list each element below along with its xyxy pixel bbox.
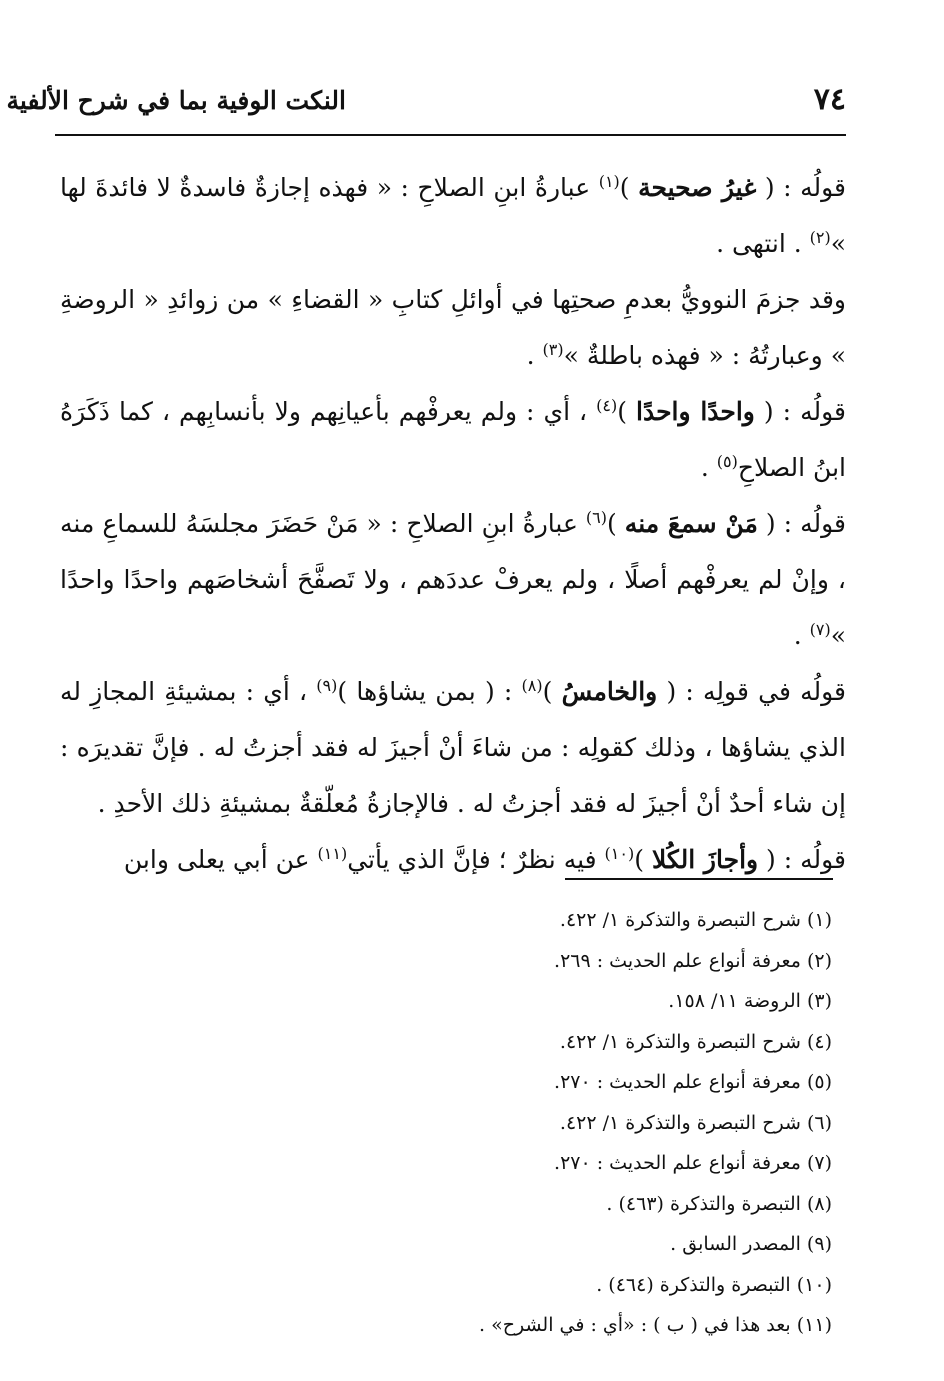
- footnote-item: (٤) شرح التبصرة والتذكرة ١/ ٤٢٢.: [559, 1030, 832, 1053]
- paragraph: [60, 496, 846, 664]
- paragraph-text: ، أي : ولم يعرفْهم بأعيانِهم ولا بأنسابِهم ، كما ذَكَرَهُ ابنُ الصلاحِ: [60, 397, 846, 482]
- paragraph-text: ، أي : بمشيئةِ المجازِ له الذي يشاؤها ، وذلك كقولِه : من شاءَ أنْ أجيزَ له فقد أجزتُ له . فإنَّ تقديرَه : إن شاء أحدٌ أنْ أجيزَ له فقد أجزتُ له . فالإجازةُ مُعلّقةٌ بمشيئةِ ذلك الأحدِ .: [60, 677, 846, 818]
- footnote-reference: (٣): [542, 340, 564, 359]
- paragraph-text: .: [526, 341, 543, 370]
- paragraph-text: قولُه : (: [758, 845, 846, 874]
- footnote-reference: (٨): [521, 676, 543, 695]
- paragraph-text: قولُه : (: [756, 173, 847, 202]
- paragraph-text: : ( بمن يشاؤها ): [337, 677, 522, 706]
- paragraph-text: . انتهى .: [716, 229, 810, 258]
- footnote-item: (٥) معرفة أنواع علم الحديث : ٢٧٠.: [554, 1071, 832, 1093]
- paragraph: [60, 160, 846, 272]
- paragraph-text: وقد جزمَ النوويُّ بعدمِ صحتِها في أوائلِ كتابِ « القضاءِ » من زوائدِ « الروضةِ » وعبارتُهُ : « فهذه باطلةٌ »: [60, 285, 846, 370]
- footnote-reference: (١٠): [604, 844, 635, 863]
- quoted-matn-term: غيرُ صحيحة: [638, 173, 757, 202]
- paragraph-text: ): [619, 173, 639, 202]
- paragraph-text: .: [793, 621, 810, 650]
- paragraph-text: قولُه في قولِه : (: [657, 677, 846, 706]
- page-header: [6, 78, 846, 136]
- paragraph-text: عبارةُ ابنِ الصلاحِ : « فهذه إجازةٌ فاسدةٌ لا فائدةَ لها »: [60, 173, 846, 258]
- footnote-reference: (٢): [809, 228, 831, 247]
- paragraph-text: عن أبي يعلى وابن: [123, 845, 318, 874]
- footnote-item: (٢) معرفة أنواع علم الحديث : ٢٦٩.: [554, 949, 832, 972]
- paragraph-text: قولُه : (: [754, 397, 846, 426]
- footnote-reference: (٩): [316, 676, 338, 695]
- footnote-reference: (٧): [809, 620, 831, 639]
- paragraph-text: عبارةُ ابنِ الصلاحِ : « مَنْ حَضَرَ مجلسَهُ للسماعِ منه ، وإنْ لم يعرفْهم أصلًا ، ولم يعرفْ عددَهم ، ولا تَصفَّحَ أشخاصَهم واحدًا واحدًا »: [60, 509, 846, 650]
- footnote-item: (٧) معرفة أنواع علم الحديث : ٢٧٠.: [554, 1152, 832, 1174]
- footnote-reference: (١١): [317, 844, 348, 863]
- footnote-separator: [565, 878, 833, 880]
- paragraph-text: ): [617, 397, 636, 426]
- page-number: ٧٤: [813, 82, 846, 117]
- paragraph: [60, 272, 846, 384]
- paragraph-text: .: [700, 453, 717, 482]
- footnote-reference: (٥): [716, 452, 738, 471]
- paragraph-text: ): [634, 845, 652, 874]
- quoted-matn-term: وأجازَ الكُلا: [651, 845, 759, 874]
- main-text: [60, 160, 846, 888]
- running-title: النكت الوفية بما في شرح الألفية: [6, 86, 346, 115]
- paragraph-text: ): [542, 677, 562, 706]
- footnote-item: (١٠) التبصرة والتذكرة (٤٦٤) .: [596, 1273, 832, 1296]
- quoted-matn-term: مَنْ سمعَ منه: [624, 509, 758, 538]
- paragraph: [60, 384, 846, 496]
- footnote-reference: (١): [598, 172, 620, 191]
- quoted-matn-term: والخامسُ: [561, 677, 658, 706]
- footnote-reference: (٦): [585, 508, 607, 527]
- footnote-item: (٦) شرح التبصرة والتذكرة ١/ ٤٢٢.: [559, 1111, 832, 1134]
- footnotes: [200, 900, 832, 1346]
- footnote-item: (٣) الروضة ١١/ ١٥٨.: [668, 990, 832, 1012]
- quoted-matn-term: واحدًا واحدًا: [636, 397, 755, 426]
- footnote-item: (١١) بعد هذا في ( ب ) : «أي : في الشرح» .: [479, 1314, 832, 1336]
- paragraph-text: ): [607, 509, 625, 538]
- footnote-item: (٩) المصدر السابق .: [670, 1233, 832, 1255]
- footnote-reference: (٤): [596, 396, 618, 415]
- paragraph: [60, 664, 846, 832]
- footnote-item: (٨) التبصرة والتذكرة (٤٦٣) .: [606, 1192, 832, 1215]
- footnote-item: (١) شرح التبصرة والتذكرة ١/ ٤٢٢.: [559, 909, 832, 931]
- paragraph-text: فيه نظرٌ ؛ فإنَّ الذي يأتي: [347, 845, 605, 874]
- paragraph-text: قولُه : (: [757, 509, 847, 538]
